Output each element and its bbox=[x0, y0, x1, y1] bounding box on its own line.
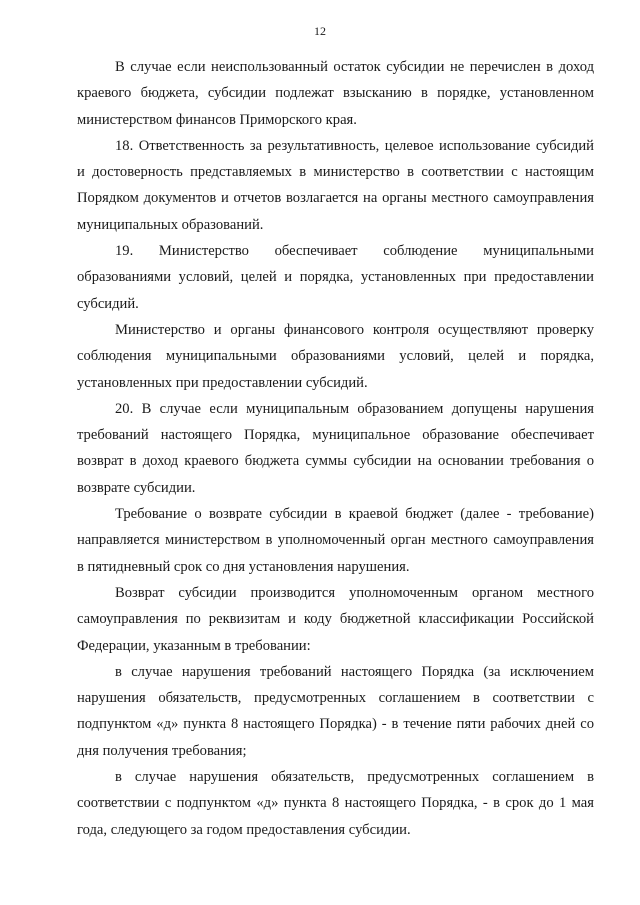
paragraph-return-requirement: Требование о возврате субсидии в краевой бюджет (далее - требование) направляется министерством в уполномоченный орган местного самоуправления в пятидневный срок со дня установления нарушения. bbox=[77, 506, 594, 575]
paragraph-18-responsibility: 18. Ответственность за результативность, целевое использование субсидий и достоверность представляемых в министерство в соответствии с настоящим Порядком документов и отчетов возлагается на органы местного самоуправления муниципальных образований. bbox=[77, 137, 594, 233]
page-number: 12 bbox=[314, 24, 326, 38]
paragraph-case-obligations-violation: в случае нарушения обязательств, предусмотренных соглашением в соответствии с подпунктом «д» пункта 8 настоящего Порядка, - в срок до 1 мая года, следующего за годом предоставления субсидии. bbox=[77, 769, 594, 838]
paragraph-financial-control: Министерство и органы финансового контроля осуществляют проверку соблюдения муниципальными образованиями условий, целей и порядка, установленных при предоставлении субсидий. bbox=[77, 321, 594, 391]
paragraph-20-violations: 20. В случае если муниципальным образованием допущены нарушения требований настоящего Порядка, муниципальное образование обеспечивает возврат в доход краевого бюджета суммы субсидии на основании требования о возврате субсидии. bbox=[77, 400, 594, 496]
paragraph-19-compliance: 19. Министерство обеспечивает соблюдение муниципальными образованиями условий, целей и порядка, установленных при предоставлении субсидий. bbox=[77, 243, 594, 312]
paragraph-return-procedure: Возврат субсидии производится уполномоченным органом местного самоуправления по реквизитам и коду бюджетной классификации Российской Федерации, указанным в требовании: bbox=[77, 584, 594, 654]
paragraph-case-requirements-violation: в случае нарушения требований настоящего Порядка (за исключением нарушения обязательств, предусмотренных соглашением в соответствии с подпунктом «д» пункта 8 настоящего Порядка) - в течение пяти рабочих дней со дня получения требования; bbox=[77, 663, 594, 759]
document-body bbox=[77, 54, 594, 843]
paragraph-unused-balance: В случае если неиспользованный остаток субсидии не перечислен в доход краевого бюджета, субсидии подлежат взысканию в порядке, установленном министерством финансов Приморского края. bbox=[77, 59, 594, 128]
